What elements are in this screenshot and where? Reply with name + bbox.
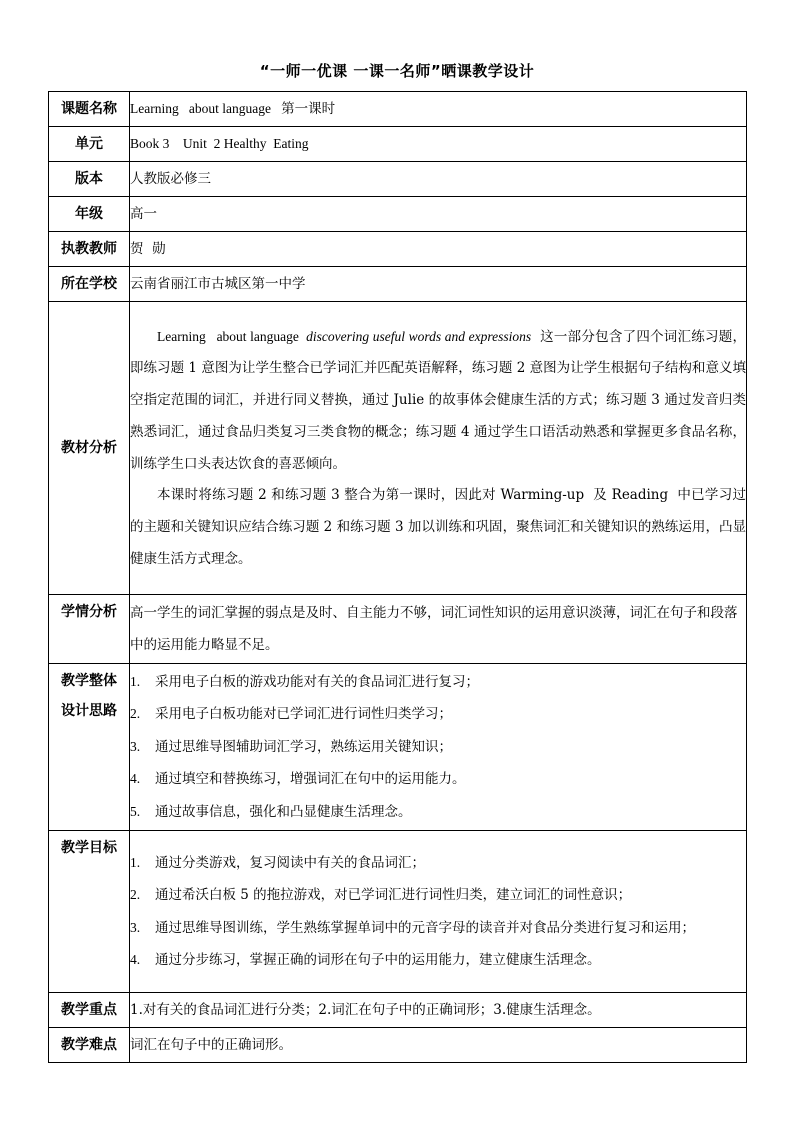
label-unit: 单元 [49, 127, 130, 162]
value-grade: 高一 [130, 197, 747, 232]
value-course-name: Learning about language 第一课时 [130, 101, 336, 116]
list-item: 5. 通过故事信息，强化和凸显健康生活理念。 [130, 803, 412, 820]
document-title: “一师一优课 一课一名师”晒课教学设计 [259, 62, 535, 80]
value-teacher: 贺 勋 [130, 232, 747, 267]
label-teacher: 执教教师 [49, 232, 130, 267]
label-design-line2: 设计思路 [61, 703, 117, 719]
label-objectives: 教学目标 [49, 831, 130, 993]
row-unit [49, 127, 747, 162]
row-difficulties [49, 1028, 747, 1063]
list-item: 2. 通过希沃白板 5 的拖拉游戏，对已学词汇进行词性归类，建立词汇的词性意识； [130, 887, 632, 904]
value-unit: Book 3 Unit 2 Healthy Eating [130, 136, 309, 151]
list-item: 1. 采用电子白板的游戏功能对有关的食品词汇进行复习； [130, 674, 479, 690]
row-objectives [49, 831, 747, 993]
label-design-line1: 教学整体 [61, 673, 117, 689]
row-grade [49, 197, 747, 232]
row-teacher [49, 232, 747, 267]
list-item: 3. 通过思维导图辅助词汇学习，熟练运用关键知识； [130, 738, 452, 755]
row-course-name [49, 92, 747, 127]
value-student-analysis: 高一学生的词汇掌握的弱点是及时、自主能力不够，词汇词性知识的运用意识淡薄，词汇在句子和段落中的运用能力略显不足。 [130, 595, 747, 664]
list-item: 1. 通过分类游戏，复习阅读中有关的食品词汇； [130, 854, 425, 871]
label-student-analysis: 学情分析 [49, 595, 130, 664]
value-school: 云南省丽江市古城区第一中学 [130, 267, 747, 302]
label-key-points: 教学重点 [49, 993, 130, 1028]
label-grade: 年级 [49, 197, 130, 232]
label-edition: 版本 [49, 162, 130, 197]
value-difficulties: 词汇在句子中的正确词形。 [130, 1028, 747, 1063]
list-item: 4. 通过分步练习，掌握正确的词形在句子中的运用能力，建立健康生活理念。 [130, 951, 601, 968]
row-edition [49, 162, 747, 197]
list-item: 2. 采用电子白板功能对已学词汇进行词性归类学习； [130, 706, 452, 723]
value-edition: 人教版必修三 [130, 162, 747, 197]
value-key-points: 1.对有关的食品词汇进行分类；2.词汇在句子中的正确词形；3.健康生活理念。 [130, 993, 747, 1028]
row-design [49, 664, 747, 831]
lesson-design-table [48, 91, 747, 1063]
label-textbook-analysis: 教材分析 [49, 302, 130, 595]
row-student-analysis [49, 595, 747, 664]
objectives-list [130, 847, 746, 977]
label-difficulties: 教学难点 [49, 1028, 130, 1063]
textbook-analysis-paragraph-1: Learning about language discovering useful words and expressions 这一部分包含了四个词汇练习题，即练习题 1 意图为让学生整合已学词汇并匹配英语解释，练习题 2 意图为让学生根据句子结构和意义填空指定范围的词汇，并进行同义替换，通过 Julie 的故事体会健康生活的方式；练习题 3 通过发音归类熟悉词汇，通过食品归类复习三类食物的概念；练习题 4 通过学生口语活动熟悉和掌握更多食品名称，训练学生口头表达饮食的喜恶倾向。 [130, 328, 747, 472]
list-item: 4. 通过填空和替换练习，增强词汇在句中的运用能力。 [130, 771, 466, 788]
row-key-points [49, 993, 747, 1028]
design-list [130, 666, 746, 828]
row-school [49, 267, 747, 302]
label-course-name: 课题名称 [49, 92, 130, 127]
label-school: 所在学校 [49, 267, 130, 302]
list-item: 3. 通过思维导图训练，学生熟练掌握单词中的元音字母的读音并对食品分类进行复习和运用； [130, 919, 695, 936]
row-textbook-analysis [49, 302, 747, 595]
textbook-analysis-paragraph-2: 本课时将练习题 2 和练习题 3 整合为第一课时，因此对 Warming-up 及 Reading 中已学习过的主题和关键知识应结合练习题 2 和练习题 3 加以训练和巩固，聚焦词汇和关键知识的熟练运用，凸显健康生活方式理念。 [130, 487, 746, 567]
